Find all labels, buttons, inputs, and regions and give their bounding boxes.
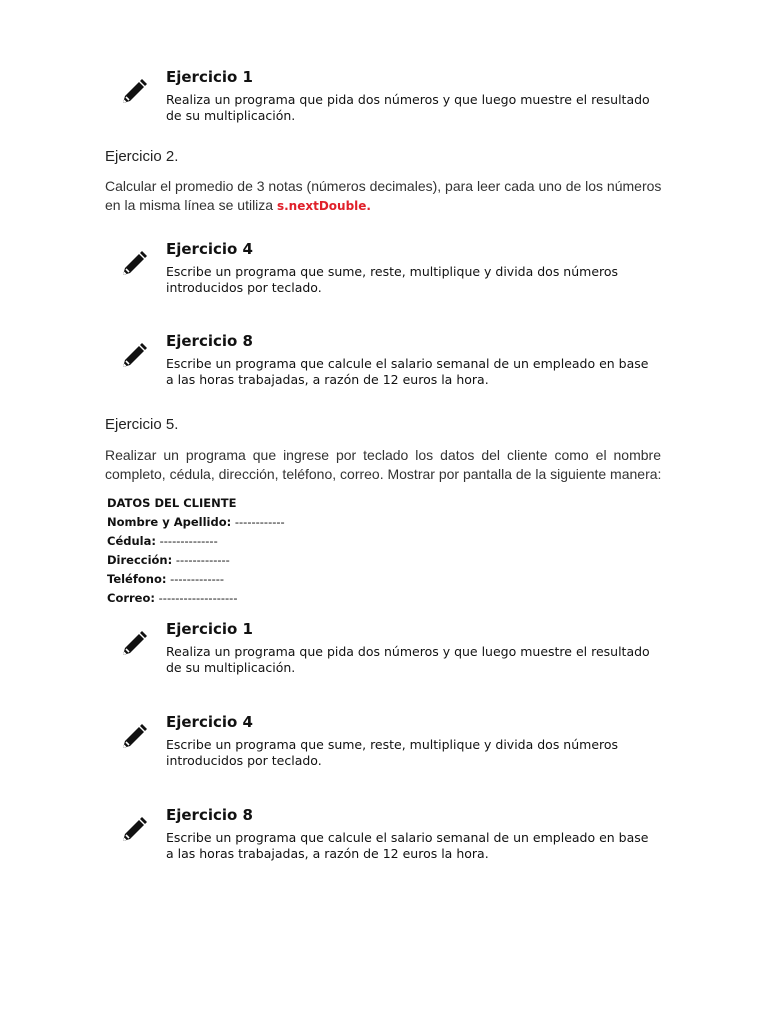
field-label: Teléfono: <box>107 572 167 586</box>
exercise-2-heading: Ejercicio 2. <box>105 148 179 165</box>
field-label: Cédula: <box>107 534 156 548</box>
exercise-title: Ejercicio 1 <box>166 620 253 638</box>
description-line: a las horas trabajadas, a razón de 12 euros la hora. <box>166 846 489 861</box>
client-field-row <box>107 513 285 532</box>
description-line: introducidos por teclado. <box>166 753 322 768</box>
paragraph-line <box>105 196 661 216</box>
pencil-icon <box>118 340 150 372</box>
exercise-5-heading: Ejercicio 5. <box>105 416 179 433</box>
description-line: Escribe un programa que calcule el salario semanal de un empleado en base <box>166 356 649 371</box>
pencil-icon <box>118 721 150 753</box>
client-data-title: DATOS DEL CLIENTE <box>107 496 237 510</box>
exercise-description <box>166 92 650 124</box>
exercise-title: Ejercicio 4 <box>166 240 253 258</box>
description-line: de su multiplicación. <box>166 660 296 675</box>
exercise-description <box>166 644 650 676</box>
field-label: Nombre y Apellido: <box>107 515 232 529</box>
client-field-row <box>107 551 285 570</box>
text-fragment: en la misma línea se utiliza <box>105 197 277 213</box>
description-line: Escribe un programa que sume, reste, multiplique y divida dos números <box>166 264 619 279</box>
description-line: introducidos por teclado. <box>166 280 322 295</box>
client-field-row <box>107 532 285 551</box>
client-data-list <box>107 494 285 608</box>
field-value: -------------- <box>155 534 218 548</box>
field-label: Dirección: <box>107 553 173 567</box>
exercise-title: Ejercicio 1 <box>166 68 253 86</box>
client-field-row <box>107 570 285 589</box>
paragraph-line: Calcular el promedio de 3 notas (números decimales), para leer cada uno de los números <box>105 178 662 194</box>
exercise-title: Ejercicio 8 <box>166 332 253 350</box>
description-line: Escribe un programa que sume, reste, multiplique y divida dos números <box>166 737 619 752</box>
paragraph-line: Realizar un programa que ingrese por teclado los datos del cliente como el nombre <box>105 447 661 463</box>
exercise-description <box>166 737 618 769</box>
exercise-title: Ejercicio 8 <box>166 806 253 824</box>
exercise-2-text <box>105 177 661 216</box>
exercise-description <box>166 830 648 862</box>
pencil-icon <box>118 814 150 846</box>
code-punctuation: . <box>366 199 371 213</box>
client-field-row <box>107 589 285 608</box>
exercise-description <box>166 356 648 388</box>
description-line: Realiza un programa que pida dos números y que luego muestre el resultado <box>166 644 650 659</box>
description-line: Realiza un programa que pida dos números y que luego muestre el resultado <box>166 92 650 107</box>
description-line: Escribe un programa que calcule el salario semanal de un empleado en base <box>166 830 649 845</box>
field-value: ------------- <box>172 553 230 567</box>
code-snippet: s.nextDouble <box>276 199 367 213</box>
field-value: ------------ <box>231 515 285 529</box>
field-value: ------------------- <box>154 591 238 605</box>
paragraph-line: completo, cédula, dirección, teléfono, correo. Mostrar por pantalla de la siguiente manera: <box>105 466 662 482</box>
exercise-5-text <box>105 446 661 484</box>
exercise-title: Ejercicio 4 <box>166 713 253 731</box>
pencil-icon <box>118 248 150 280</box>
description-line: de su multiplicación. <box>166 108 296 123</box>
pencil-icon <box>118 76 150 108</box>
field-value: ------------- <box>166 572 225 586</box>
pencil-icon <box>118 628 150 660</box>
description-line: a las horas trabajadas, a razón de 12 euros la hora. <box>166 372 489 387</box>
field-label: Correo: <box>107 591 155 605</box>
exercise-description <box>166 264 618 296</box>
